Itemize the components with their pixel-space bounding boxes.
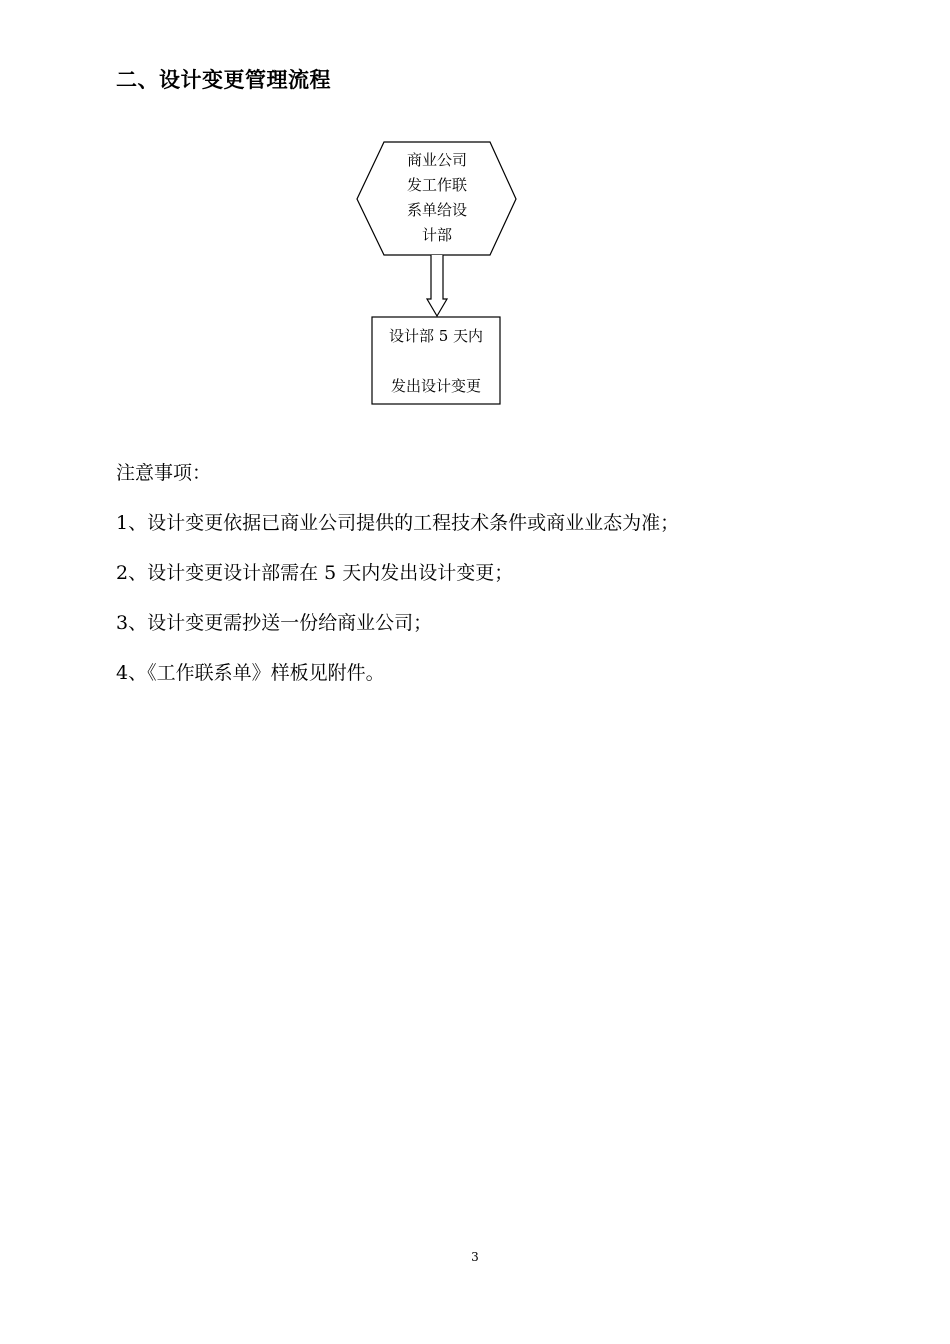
note-item: 4、《工作联系单》样板见附件。 (116, 662, 385, 684)
start-node-line: 计部 (421, 226, 452, 244)
start-node-line: 商业公司 (406, 151, 467, 169)
page-number: 3 (471, 1250, 479, 1264)
note-item: 1、设计变更依据已商业公司提供的工程技术条件或商业业态为准； (116, 512, 680, 534)
end-node-label (372, 324, 500, 399)
flow-arrow (427, 255, 447, 316)
start-node-line: 发工作联 (406, 176, 467, 194)
start-node-line: 系单给设 (406, 201, 467, 219)
start-node-label (392, 148, 482, 248)
note-item: 2、设计变更设计部需在 5 天内发出设计变更； (116, 562, 514, 584)
note-item: 3、设计变更需抄送一份给商业公司； (116, 612, 433, 634)
end-node-line: 设计部 5 天内 (388, 327, 484, 345)
notes-section (116, 456, 679, 706)
end-node-line: 发出设计变更 (390, 377, 481, 395)
notes-heading: 注意事项： (116, 462, 212, 484)
section-title: 二、设计变更管理流程 (116, 68, 331, 92)
